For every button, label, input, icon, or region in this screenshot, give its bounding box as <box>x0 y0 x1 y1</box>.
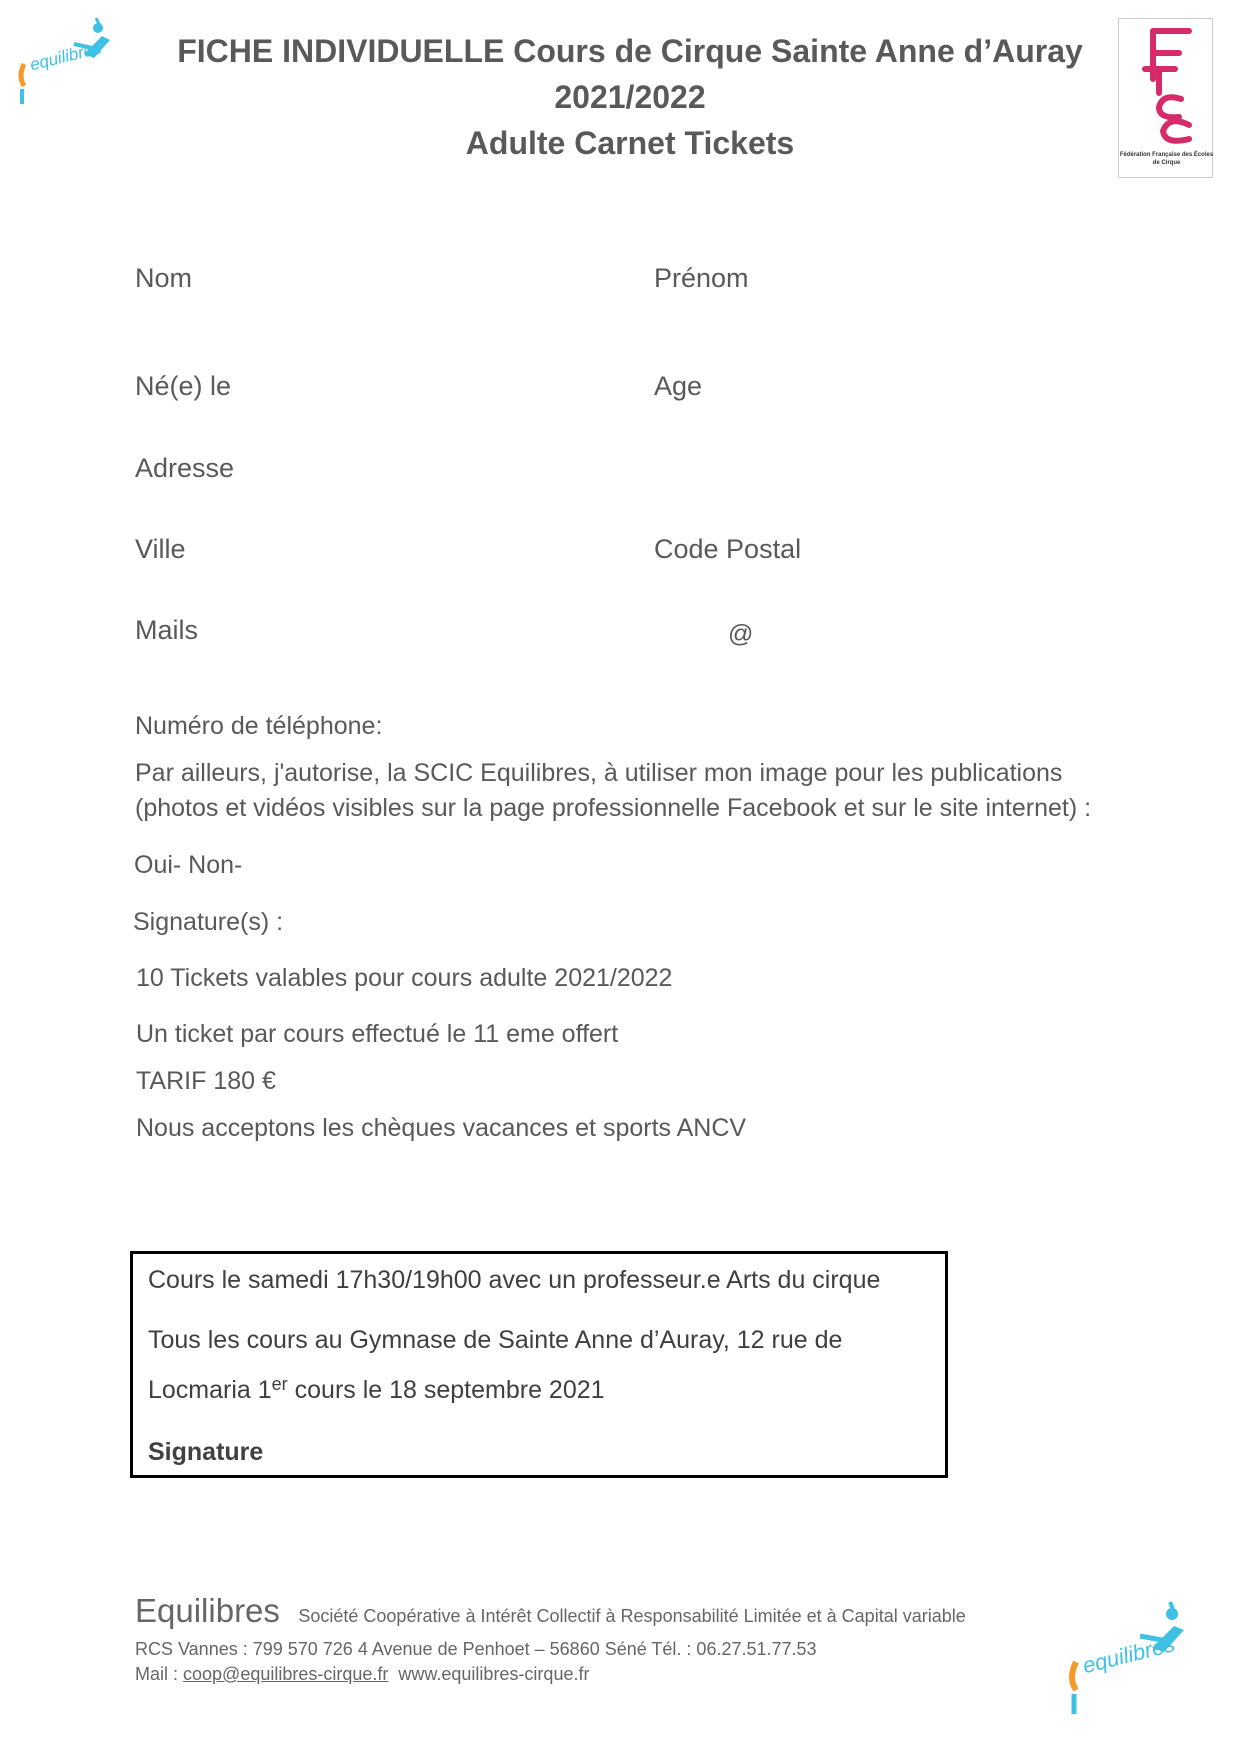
ffec-mark-icon <box>1119 19 1214 149</box>
ffec-caption: Fédération Française des Écoles de Cirque <box>1119 152 1214 166</box>
image-consent-line-2: (photos et vidéos visibles sur la page professionnelle Facebook et sur le site internet) : <box>135 794 1092 822</box>
infobox-line-3-post: cours le 18 septembre 2021 <box>287 1376 605 1404</box>
logo-text: equilibres <box>1080 1631 1178 1679</box>
age-label: Age <box>654 371 703 401</box>
oui-non-label: Oui- Non- <box>134 851 243 879</box>
infobox-line-1: Cours le samedi 17h30/19h00 avec un professeur.e Arts du cirque <box>148 1266 881 1294</box>
footer-header <box>135 1592 966 1630</box>
infobox-line-3 <box>148 1376 605 1405</box>
infobox-line-3-sup: er <box>271 1374 288 1394</box>
image-consent <box>135 756 1195 826</box>
tickets-line-1: 10 Tickets valables pour cours adulte 2021/2022 <box>136 964 673 992</box>
image-consent-line-1: Par ailleurs, j'autorise, la SCIC Equilibres, à utiliser mon image pour les publications <box>135 759 1063 787</box>
footer-mail-label: Mail : <box>135 1664 184 1684</box>
nee-le-label: Né(e) le <box>135 371 232 401</box>
title-line-1: FICHE INDIVIDUELLE Cours de Cirque Sainte Anne d’Auray <box>177 33 1083 69</box>
signatures-label: Signature(s) : <box>133 908 284 936</box>
title-line-2: 2021/2022 <box>554 79 706 115</box>
footer-tagline: Société Coopérative à Intérêt Collectif à Responsabilité Limitée et à Capital variable <box>298 1606 966 1626</box>
page-title <box>150 28 1110 166</box>
title-line-3: Adulte Carnet Tickets <box>465 125 795 161</box>
infobox-line-3-pre: Locmaria 1 <box>148 1376 272 1404</box>
infobox-line-2: Tous les cours au Gymnase de Sainte Anne d’Auray, 12 rue de <box>148 1326 843 1354</box>
ffec-logo <box>1118 18 1213 178</box>
code-postal-label: Code Postal <box>654 534 802 564</box>
at-sign: @ <box>728 620 754 648</box>
telephone-label: Numéro de téléphone: <box>135 712 383 740</box>
nom-label: Nom <box>135 263 193 293</box>
footer-website[interactable]: www.equilibres-cirque.fr <box>388 1664 590 1684</box>
footer-rcs: RCS Vannes : 799 570 726 4 Avenue de Penhoet – 56860 Séné Tél. : 06.27.51.77.53 <box>135 1639 817 1659</box>
course-info-box <box>130 1251 948 1478</box>
footer-contact <box>135 1664 589 1685</box>
adresse-label: Adresse <box>135 453 235 483</box>
infobox-signature: Signature <box>148 1438 264 1466</box>
tickets-line-2: Un ticket par cours effectué le 11 eme offert <box>136 1020 619 1048</box>
footer-mail-link[interactable]: coop@equilibres-cirque.fr <box>183 1664 389 1684</box>
mails-label: Mails <box>135 615 199 645</box>
prenom-label: Prénom <box>654 263 749 293</box>
ville-label: Ville <box>135 534 186 564</box>
tickets-line-4: Nous acceptons les chèques vacances et sports ANCV <box>136 1114 747 1142</box>
tarif: TARIF 180 € <box>136 1067 276 1095</box>
footer-brand: Equilibres <box>135 1592 280 1629</box>
logo-text: equilibres <box>28 38 104 75</box>
equilibres-logo-bottom <box>1062 1598 1190 1718</box>
equilibres-logo-top <box>14 14 114 109</box>
